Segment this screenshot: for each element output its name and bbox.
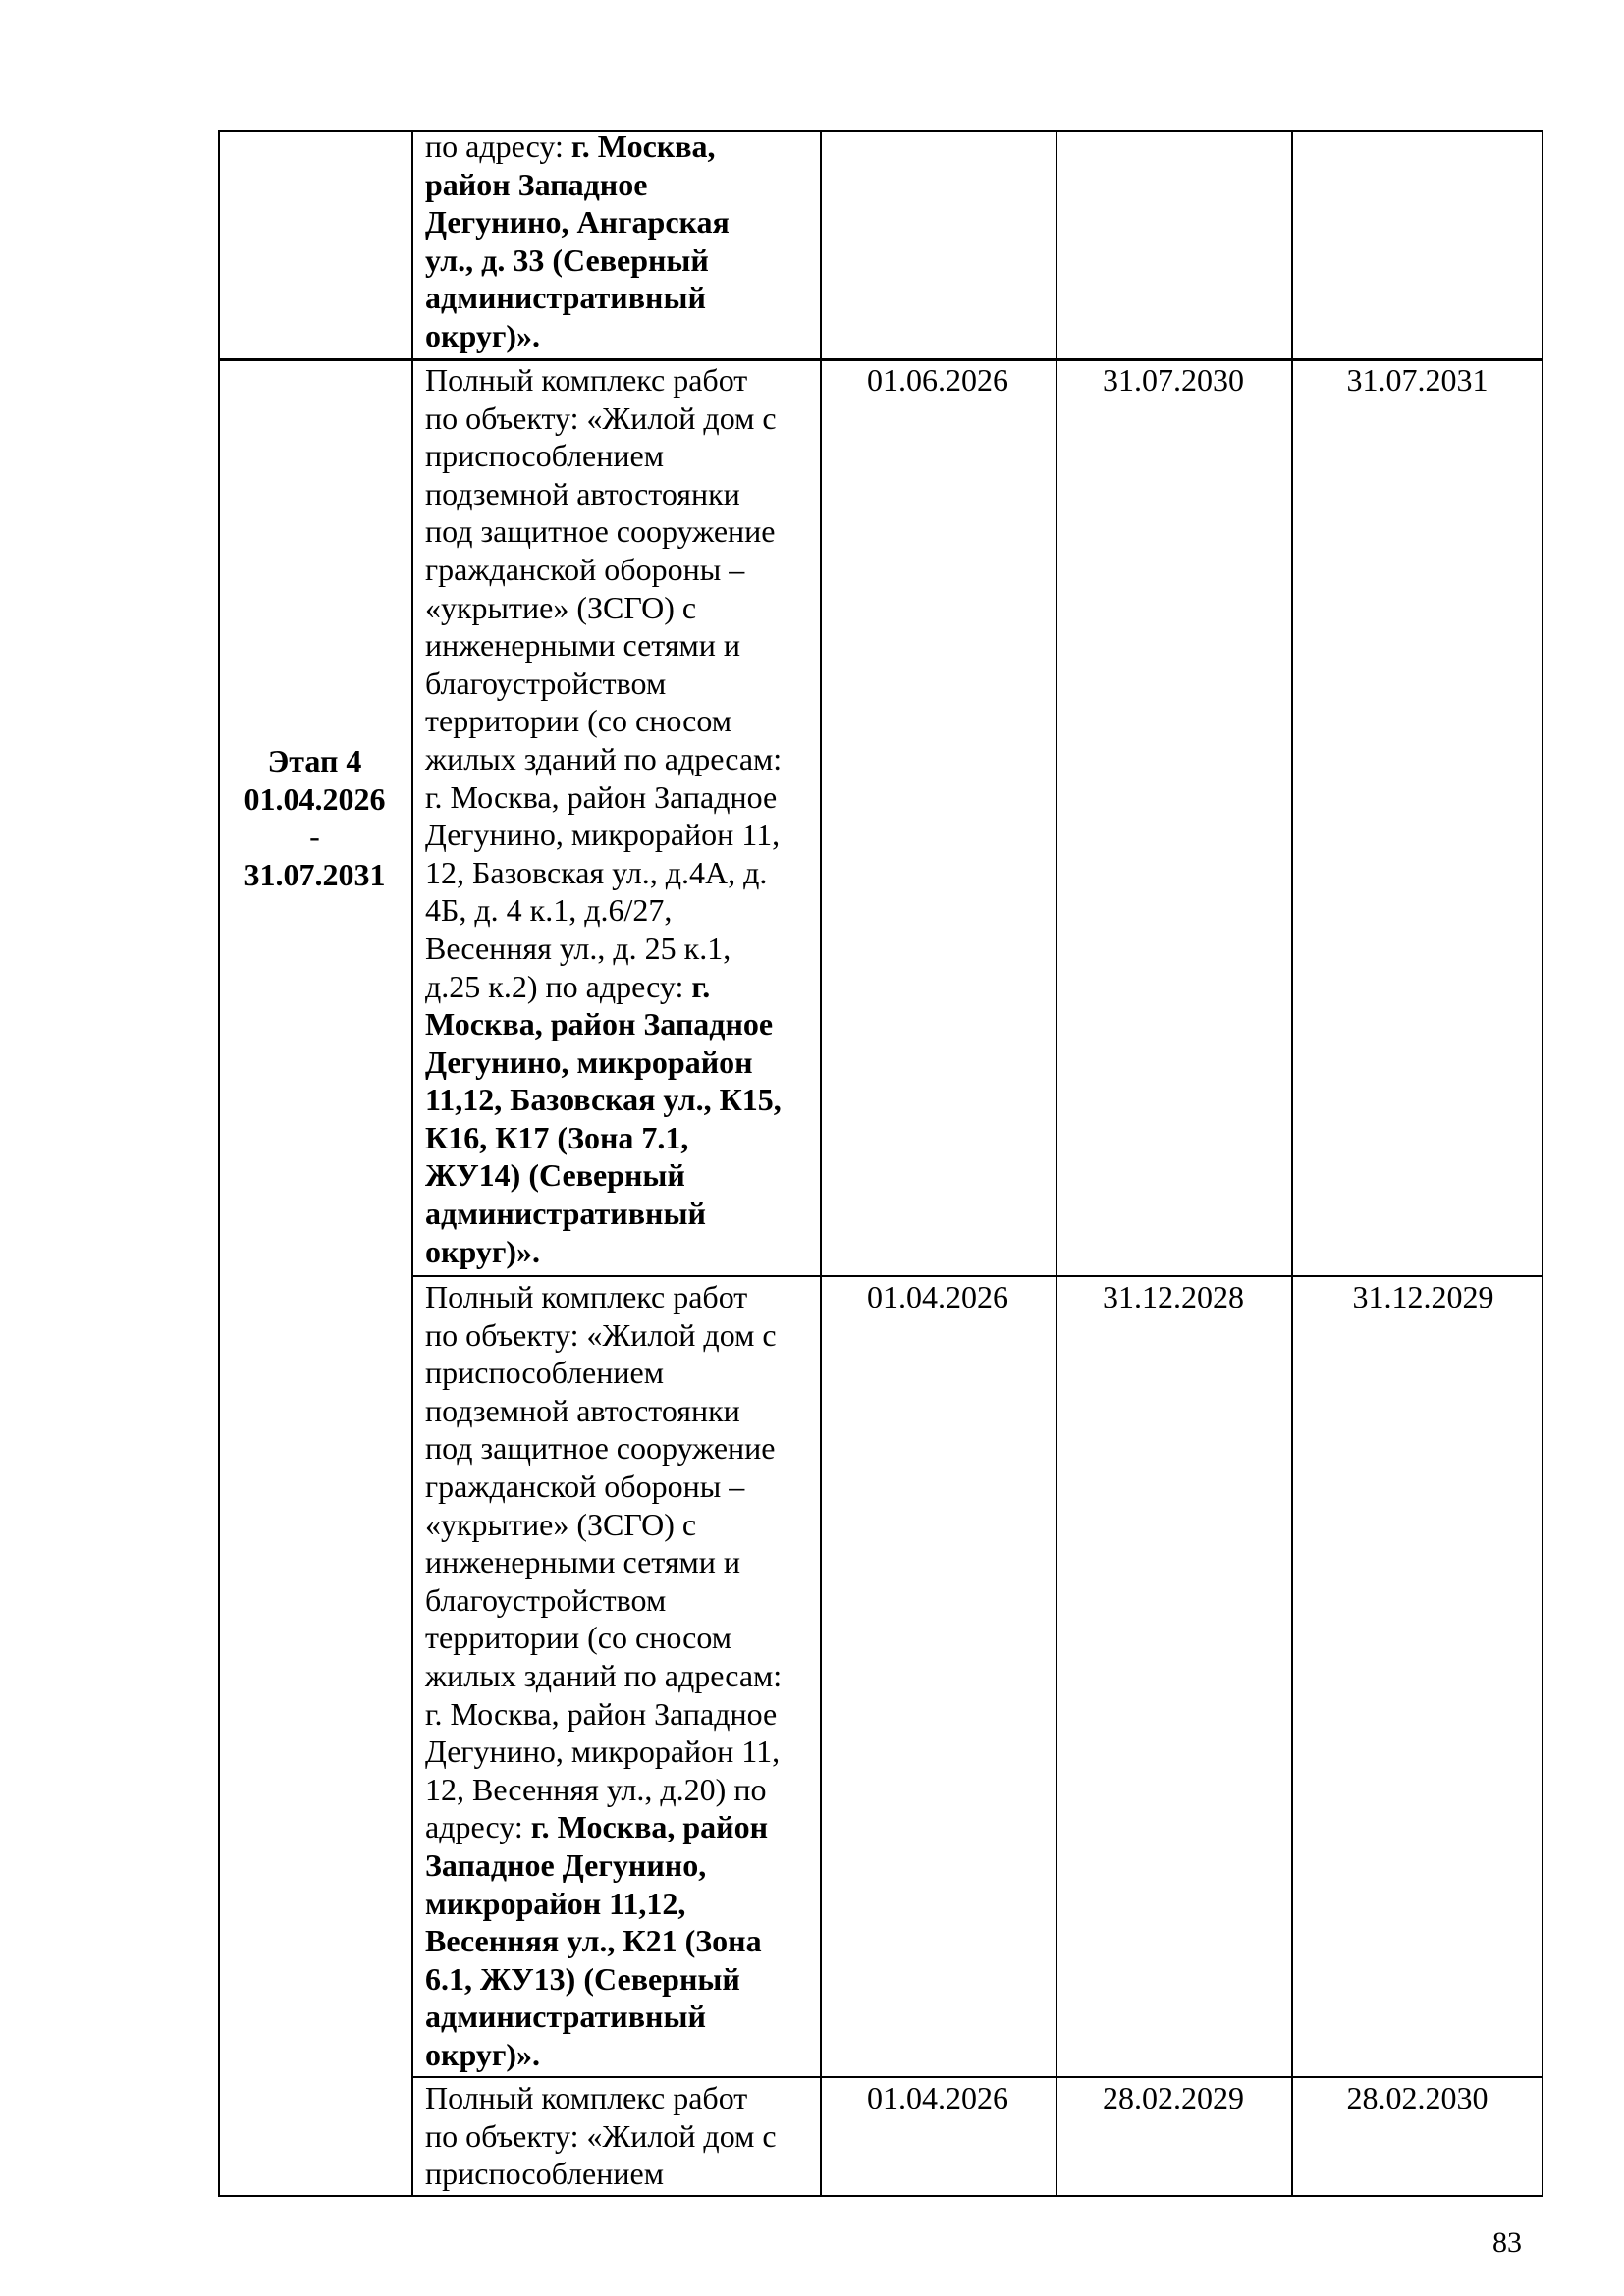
text-run: г. Москва, район Западное — [425, 1695, 778, 1732]
stage-dash: - — [309, 819, 320, 855]
description-line — [425, 2036, 813, 2074]
bold-text: г. — [691, 968, 711, 1004]
description-line — [425, 241, 813, 280]
description-line — [425, 1316, 813, 1355]
bold-text: административный — [425, 280, 706, 316]
description-line — [425, 854, 813, 892]
column-divider — [820, 130, 822, 2197]
description-line — [425, 1885, 813, 1923]
description-line — [425, 665, 813, 703]
description-line — [425, 1846, 813, 1885]
description-line — [425, 702, 813, 740]
row-divider — [411, 2076, 1543, 2078]
description-line — [425, 1278, 813, 1316]
object-description — [425, 128, 813, 355]
description-line — [425, 816, 813, 854]
description-line — [425, 166, 813, 204]
bold-text: административный — [425, 1999, 706, 2035]
text-run: территории (со сносом — [425, 703, 731, 739]
text-run: территории (со сносом — [425, 1620, 731, 1656]
end-date: 28.02.2029 — [1103, 2080, 1244, 2115]
deadline-date: 31.07.2031 — [1346, 362, 1489, 398]
text-run: г. Москва, район Западное — [425, 778, 778, 815]
bold-text: ул., д. 33 (Северный — [425, 241, 709, 278]
description-line — [425, 1468, 813, 1506]
description-line — [425, 2117, 813, 2156]
description-line — [425, 1119, 813, 1157]
start-date: 01.04.2026 — [867, 1279, 1008, 1314]
description-line — [425, 626, 813, 665]
object-description — [425, 361, 813, 1270]
bold-text: К16, К17 (Зона 7.1, — [425, 1119, 689, 1155]
bold-text: округ)». — [425, 2036, 540, 2072]
text-run: приспособлением — [425, 438, 664, 474]
text-run: «укрытие» (ЗСГО) с — [425, 1506, 697, 1542]
stage-start-date: 01.04.2026 — [244, 780, 386, 817]
description-line — [425, 1543, 813, 1581]
description-line — [425, 512, 813, 551]
description-line — [425, 1005, 813, 1043]
description-line — [425, 1081, 813, 1119]
description-line — [425, 279, 813, 317]
schedule-table — [218, 130, 1543, 2197]
stage-title: Этап 4 — [267, 743, 362, 778]
description-line — [425, 1195, 813, 1233]
description-line — [425, 361, 813, 400]
text-run: гражданской обороны – — [425, 551, 745, 587]
text-run: по объекту: «Жилой дом с — [425, 1316, 777, 1353]
bold-text: округ)». — [425, 1233, 540, 1269]
description-line — [425, 1733, 813, 1771]
description-line — [425, 1695, 813, 1734]
text-run: по объекту: «Жилой дом с — [425, 400, 777, 436]
description-line — [425, 778, 813, 817]
bold-text: Западное Дегунино, — [425, 1846, 707, 1883]
description-line — [425, 1392, 813, 1430]
bold-text: округ)». — [425, 317, 540, 353]
description-line — [425, 1506, 813, 1544]
deadline-date: 31.12.2029 — [1352, 1279, 1494, 1314]
text-run: «укрытие» (ЗСГО) с — [425, 589, 697, 625]
text-run: приспособлением — [425, 2156, 664, 2192]
text-run: Весенняя ул., д. 25 к.1, — [425, 930, 731, 966]
stage-end-date: 31.07.2031 — [244, 856, 386, 892]
description-line — [425, 891, 813, 930]
start-date: 01.06.2026 — [867, 362, 1008, 398]
table-border-right — [1542, 130, 1543, 2197]
row-divider — [411, 1275, 1543, 1277]
text-run: 12, Весенняя ул., д.20) по — [425, 1771, 767, 1807]
bold-text: 11,12, Базовская ул., К15, — [425, 1082, 782, 1118]
table-border-left — [218, 130, 220, 2197]
text-run: адресу: — [425, 1809, 531, 1845]
text-run: 4Б, д. 4 к.1, д.6/27, — [425, 892, 673, 929]
description-line — [425, 317, 813, 355]
deadline-date: 28.02.2030 — [1346, 2080, 1489, 2115]
text-run: по адресу: — [425, 129, 571, 164]
table-border-bottom — [218, 2195, 1543, 2197]
description-line — [425, 2155, 813, 2193]
description-line — [425, 1354, 813, 1392]
description-line — [425, 1922, 813, 1960]
bold-text: микрорайон 11,12, — [425, 1885, 686, 1921]
description-line — [425, 203, 813, 241]
description-line — [425, 1619, 813, 1657]
description-line — [425, 1998, 813, 2036]
text-run: приспособлением — [425, 1355, 664, 1391]
text-run: подземной автостоянки — [425, 1392, 740, 1428]
text-run: инженерными сетями и — [425, 1544, 741, 1580]
description-line — [425, 2079, 813, 2117]
description-line — [425, 589, 813, 627]
text-run: благоустройством — [425, 1581, 667, 1618]
description-line — [425, 740, 813, 778]
bold-text: район Западное — [425, 166, 648, 202]
description-line — [425, 400, 813, 438]
description-line — [425, 437, 813, 475]
column-divider — [1291, 130, 1293, 2197]
bold-text: административный — [425, 1196, 706, 1232]
description-line — [425, 968, 813, 1006]
description-line — [425, 1429, 813, 1468]
description-line — [425, 551, 813, 589]
text-run: Дегунино, микрорайон 11, — [425, 817, 781, 853]
table-border-top — [218, 130, 1543, 132]
description-line — [425, 1960, 813, 1999]
start-date: 01.04.2026 — [867, 2080, 1008, 2115]
object-description — [425, 2079, 813, 2193]
description-line — [425, 1808, 813, 1846]
description-line — [425, 1043, 813, 1082]
description-line — [425, 128, 813, 166]
column-divider — [1056, 130, 1057, 2197]
page-number: 83 — [1492, 2226, 1522, 2259]
bold-text: Дегунино, Ангарская — [425, 204, 730, 240]
text-run: гражданской обороны – — [425, 1468, 745, 1504]
description-line — [425, 1657, 813, 1695]
text-run: благоустройством — [425, 665, 667, 701]
text-run: Полный комплекс работ — [425, 1279, 748, 1314]
text-run: под защитное сооружение — [425, 1430, 776, 1467]
description-line — [425, 1233, 813, 1271]
bold-text: г. Москва, — [570, 129, 716, 164]
object-description — [425, 1278, 813, 2073]
bold-text: г. Москва, район — [530, 1809, 769, 1845]
description-line — [425, 475, 813, 513]
text-run: под защитное сооружение — [425, 513, 776, 550]
text-run: жилых зданий по адресам: — [425, 1657, 783, 1693]
text-run: 12, Базовская ул., д.4А, д. — [425, 854, 768, 890]
description-line — [425, 1771, 813, 1809]
bold-text: ЖУ14) (Северный — [425, 1157, 685, 1194]
description-line — [425, 1156, 813, 1195]
bold-text: 6.1, ЖУ13) (Северный — [425, 1960, 740, 1997]
bold-text: Москва, район Западное — [425, 1006, 774, 1042]
bold-text: Весенняя ул., К21 (Зона — [425, 1923, 762, 1959]
text-run: Полный комплекс работ — [425, 2080, 748, 2115]
description-line — [425, 1581, 813, 1620]
text-run: по объекту: «Жилой дом с — [425, 2117, 777, 2154]
bold-text: Дегунино, микрорайон — [425, 1043, 753, 1080]
end-date: 31.12.2028 — [1103, 1279, 1244, 1314]
text-run: д.25 к.2) по адресу: — [425, 968, 692, 1004]
text-run: Полный комплекс работ — [425, 362, 748, 398]
end-date: 31.07.2030 — [1103, 362, 1244, 398]
stage-cell — [218, 742, 411, 893]
text-run: инженерными сетями и — [425, 627, 741, 664]
description-line — [425, 930, 813, 968]
column-divider — [411, 130, 413, 2197]
text-run: Дегунино, микрорайон 11, — [425, 1734, 781, 1770]
text-run: жилых зданий по адресам: — [425, 740, 783, 776]
text-run: подземной автостоянки — [425, 475, 740, 511]
